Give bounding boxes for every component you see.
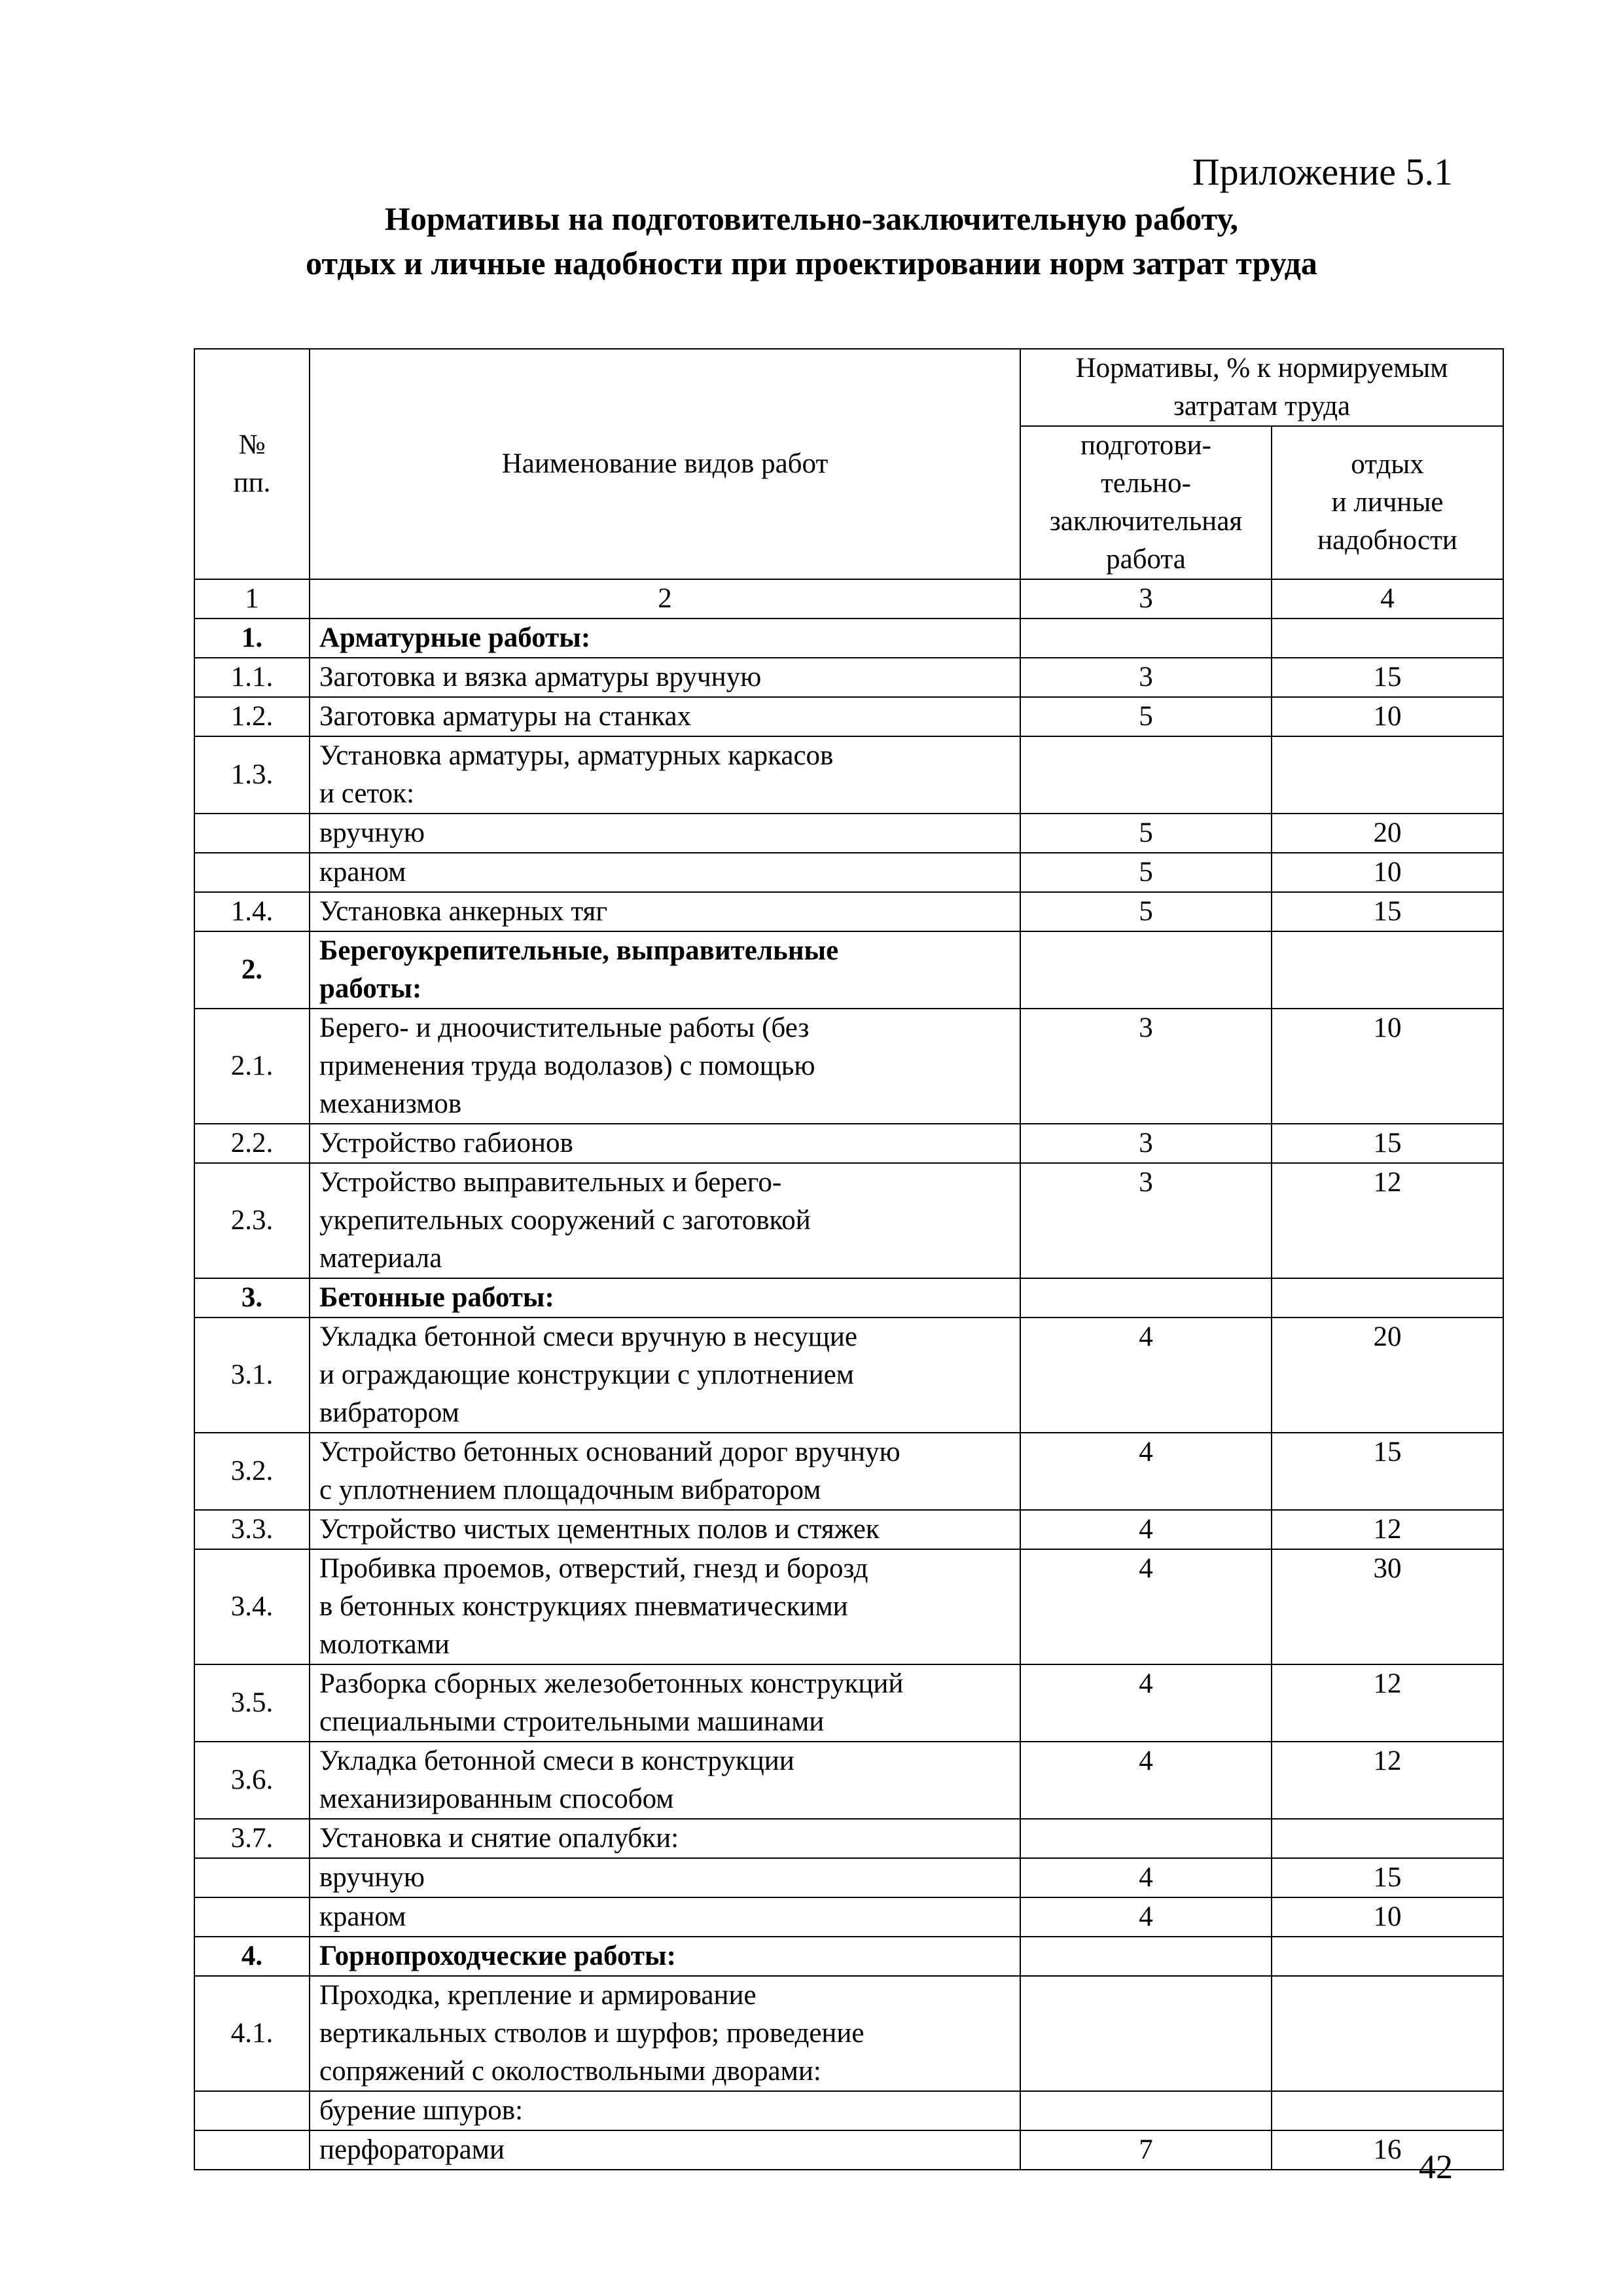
table-row	[194, 1742, 1503, 1819]
row-number-cell	[194, 1858, 310, 1897]
work-name-cell: Укладка бетонной смеси вручную в несущие и ограждающие конструкции с уплотнением вибратором	[310, 1318, 1020, 1433]
rest-needs-value-cell: 16	[1272, 2130, 1503, 2170]
table-row	[194, 1433, 1503, 1510]
row-number-cell: 3.5.	[194, 1664, 310, 1742]
prep-final-value-cell: 4	[1020, 1858, 1272, 1897]
row-number-cell	[194, 853, 310, 892]
rest-needs-value-cell	[1272, 736, 1503, 814]
work-name-cell: Заготовка и вязка арматуры вручную	[310, 658, 1020, 697]
prep-final-value-cell: 4	[1020, 1318, 1272, 1433]
row-number-cell	[194, 2130, 310, 2170]
rest-needs-value-cell: 20	[1272, 1318, 1503, 1433]
prep-final-value-cell: 5	[1020, 697, 1272, 736]
row-number-cell: 3.1.	[194, 1318, 310, 1433]
work-name-cell: Устройство выправительных и берего- укрепительных сооружений с заготовкой материала	[310, 1163, 1020, 1278]
table-header-row-top	[194, 349, 1503, 426]
document-title	[105, 196, 1518, 285]
prep-final-value-cell: 5	[1020, 892, 1272, 931]
prep-final-value-cell: 3	[1020, 1163, 1272, 1278]
work-name-cell: Пробивка проемов, отверстий, гнезд и борозд в бетонных конструкциях пневматическими молотками	[310, 1549, 1020, 1664]
prep-final-value-cell: 4	[1020, 1742, 1272, 1819]
row-number-cell: 3.	[194, 1278, 310, 1318]
table-row	[194, 2130, 1503, 2170]
work-name-cell: Разборка сборных железобетонных конструкций специальными строительными машинами	[310, 1664, 1020, 1742]
table-row	[194, 658, 1503, 697]
rest-needs-value-cell: 15	[1272, 892, 1503, 931]
row-number-cell: 2.2.	[194, 1124, 310, 1163]
table-row	[194, 1009, 1503, 1124]
work-name-cell: Устройство бетонных оснований дорог вручную с уплотнением площадочным вибратором	[310, 1433, 1020, 1510]
rest-needs-value-cell: 12	[1272, 1510, 1503, 1549]
table-row	[194, 1549, 1503, 1664]
work-name-cell: Берегоукрепительные, выправительные работы:	[310, 931, 1020, 1009]
table-row	[194, 892, 1503, 931]
header-work-name: Наименование видов работ	[310, 349, 1020, 579]
row-number-cell	[194, 1897, 310, 1937]
work-name-cell: Устройство чистых цементных полов и стяжек	[310, 1510, 1020, 1549]
work-name-cell: вручную	[310, 814, 1020, 853]
rest-needs-value-cell: 15	[1272, 1124, 1503, 1163]
rest-needs-value-cell: 15	[1272, 1858, 1503, 1897]
row-number-cell: 3.2.	[194, 1433, 310, 1510]
row-number-cell: 2.1.	[194, 1009, 310, 1124]
rest-needs-value-cell: 12	[1272, 1163, 1503, 1278]
work-name-cell: Укладка бетонной смеси в конструкции механизированным способом	[310, 1742, 1020, 1819]
prep-final-value-cell: 7	[1020, 2130, 1272, 2170]
row-number-cell: 1.1.	[194, 658, 310, 697]
prep-final-value-cell: 3	[1020, 1009, 1272, 1124]
prep-final-value-cell	[1020, 1278, 1272, 1318]
title-line-2: отдых и личные надобности при проектировании норм затрат труда	[306, 245, 1317, 281]
work-name-cell: Заготовка арматуры на станках	[310, 697, 1020, 736]
prep-final-value-cell: 5	[1020, 814, 1272, 853]
prep-final-value-cell	[1020, 931, 1272, 1009]
work-name-cell: Проходка, крепление и армирование вертикальных стволов и шурфов; проведение сопряжений с околоствольными дворами:	[310, 1976, 1020, 2091]
rest-needs-value-cell: 10	[1272, 1897, 1503, 1937]
section-row	[194, 931, 1503, 1009]
header-norms-group: Нормативы, % к нормируемым затратам труда	[1020, 349, 1503, 426]
rest-needs-value-cell	[1272, 1937, 1503, 1976]
column-number-1: 1	[194, 579, 310, 619]
prep-final-value-cell: 5	[1020, 853, 1272, 892]
prep-final-value-cell: 4	[1020, 1897, 1272, 1937]
section-row	[194, 1937, 1503, 1976]
rest-needs-value-cell	[1272, 1976, 1503, 2091]
table-row	[194, 1976, 1503, 2091]
work-name-cell: краном	[310, 1897, 1020, 1937]
table-row	[194, 1318, 1503, 1433]
work-name-cell: Устройство габионов	[310, 1124, 1020, 1163]
row-number-cell: 2.	[194, 931, 310, 1009]
table-row	[194, 1897, 1503, 1937]
rest-needs-value-cell	[1272, 931, 1503, 1009]
rest-needs-value-cell: 12	[1272, 1742, 1503, 1819]
work-name-cell: Установка анкерных тяг	[310, 892, 1020, 931]
table-row	[194, 1664, 1503, 1742]
row-number-cell: 2.3.	[194, 1163, 310, 1278]
rest-needs-value-cell: 10	[1272, 1009, 1503, 1124]
rest-needs-value-cell	[1272, 1278, 1503, 1318]
prep-final-value-cell: 3	[1020, 658, 1272, 697]
rest-needs-value-cell: 15	[1272, 1433, 1503, 1510]
table-row	[194, 1163, 1503, 1278]
prep-final-value-cell	[1020, 1976, 1272, 2091]
prep-final-value-cell: 3	[1020, 1124, 1272, 1163]
section-row	[194, 619, 1503, 658]
prep-final-value-cell: 4	[1020, 1549, 1272, 1664]
table-row	[194, 2091, 1503, 2130]
table-body	[194, 619, 1503, 2170]
page-number: 42	[1419, 2149, 1453, 2186]
table-row	[194, 853, 1503, 892]
column-number-3: 3	[1020, 579, 1272, 619]
row-number-cell: 1.3.	[194, 736, 310, 814]
work-name-cell: краном	[310, 853, 1020, 892]
prep-final-value-cell	[1020, 736, 1272, 814]
prep-final-value-cell	[1020, 1819, 1272, 1858]
table-row	[194, 1510, 1503, 1549]
work-name-cell: бурение шпуров:	[310, 2091, 1020, 2130]
row-number-cell: 4.1.	[194, 1976, 310, 2091]
row-number-cell	[194, 2091, 310, 2130]
rest-needs-value-cell	[1272, 619, 1503, 658]
norms-table	[194, 348, 1504, 2170]
work-name-cell: Установка арматуры, арматурных каркасов и сеток:	[310, 736, 1020, 814]
header-rest-needs: отдых и личные надобности	[1272, 426, 1503, 579]
rest-needs-value-cell: 20	[1272, 814, 1503, 853]
prep-final-value-cell: 4	[1020, 1510, 1272, 1549]
column-numbering-row	[194, 579, 1503, 619]
work-name-cell: вручную	[310, 1858, 1020, 1897]
table-row	[194, 1124, 1503, 1163]
row-number-cell	[194, 814, 310, 853]
prep-final-value-cell	[1020, 619, 1272, 658]
header-number: № пп.	[194, 349, 310, 579]
appendix-label: Приложение 5.1	[1192, 151, 1453, 193]
work-name-cell: Бетонные работы:	[310, 1278, 1020, 1318]
rest-needs-value-cell: 10	[1272, 697, 1503, 736]
rest-needs-value-cell	[1272, 2091, 1503, 2130]
work-name-cell: перфораторами	[310, 2130, 1020, 2170]
work-name-cell: Берего- и дноочистительные работы (без применения труда водолазов) с помощью механизмов	[310, 1009, 1020, 1124]
row-number-cell: 3.3.	[194, 1510, 310, 1549]
prep-final-value-cell: 4	[1020, 1664, 1272, 1742]
prep-final-value-cell	[1020, 1937, 1272, 1976]
rest-needs-value-cell: 15	[1272, 658, 1503, 697]
column-number-2: 2	[310, 579, 1020, 619]
prep-final-value-cell: 4	[1020, 1433, 1272, 1510]
work-name-cell: Горнопроходческие работы:	[310, 1937, 1020, 1976]
row-number-cell: 3.6.	[194, 1742, 310, 1819]
table-row	[194, 1858, 1503, 1897]
work-name-cell: Установка и снятие опалубки:	[310, 1819, 1020, 1858]
rest-needs-value-cell: 30	[1272, 1549, 1503, 1664]
column-number-4: 4	[1272, 579, 1503, 619]
row-number-cell: 4.	[194, 1937, 310, 1976]
table-row	[194, 1819, 1503, 1858]
work-name-cell: Арматурные работы:	[310, 619, 1020, 658]
rest-needs-value-cell	[1272, 1819, 1503, 1858]
row-number-cell: 1.2.	[194, 697, 310, 736]
rest-needs-value-cell: 10	[1272, 853, 1503, 892]
title-line-1: Нормативы на подготовительно-заключительную работу,	[384, 200, 1239, 237]
table-row	[194, 697, 1503, 736]
section-row	[194, 1278, 1503, 1318]
row-number-cell: 3.4.	[194, 1549, 310, 1664]
header-prep-final-work: подготови- тельно- заключительная работа	[1020, 426, 1272, 579]
row-number-cell: 1.	[194, 619, 310, 658]
row-number-cell: 1.4.	[194, 892, 310, 931]
prep-final-value-cell	[1020, 2091, 1272, 2130]
table-row	[194, 736, 1503, 814]
rest-needs-value-cell: 12	[1272, 1664, 1503, 1742]
row-number-cell: 3.7.	[194, 1819, 310, 1858]
table-row	[194, 814, 1503, 853]
